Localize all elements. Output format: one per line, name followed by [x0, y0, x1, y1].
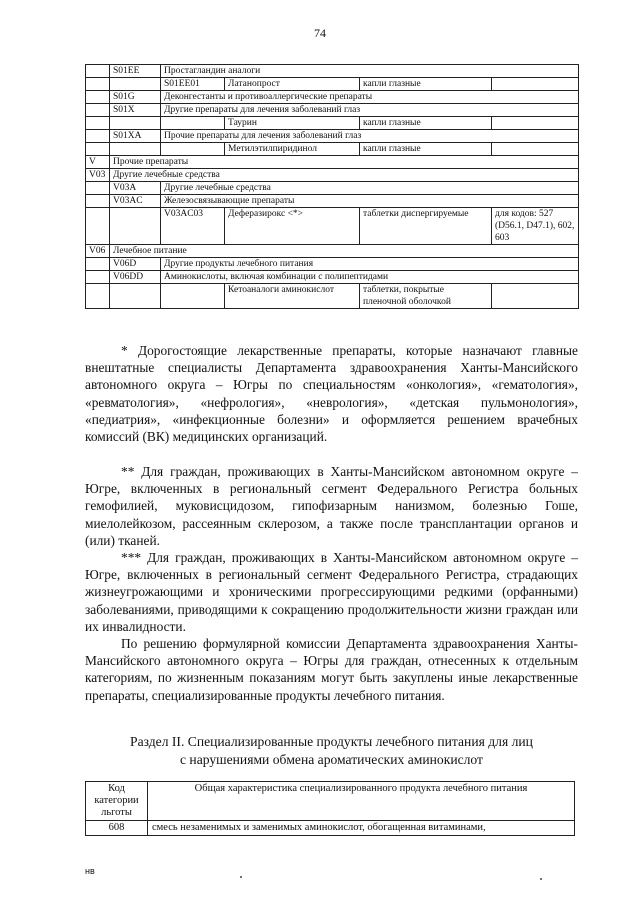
- table-cell: [86, 91, 110, 104]
- table-cell: [110, 143, 161, 156]
- table-cell: S01G: [110, 91, 161, 104]
- table-cell: Другие лечебные средства: [110, 169, 579, 182]
- table-cell: [86, 117, 110, 130]
- product-table-row: [86, 821, 575, 836]
- section-title-line2: с нарушениями обмена ароматических аминокислот: [180, 752, 483, 767]
- table-cell: Аминокислоты, включая комбинации с полипептидами: [161, 271, 579, 284]
- table-row: [86, 65, 579, 78]
- table-row: [86, 208, 579, 245]
- table-row: [86, 78, 579, 91]
- table-cell: V03AC: [110, 195, 161, 208]
- table-cell: [492, 117, 579, 130]
- table-cell: V03: [86, 169, 110, 182]
- table-cell: Простагландин аналоги: [161, 65, 579, 78]
- table-cell: капли глазные: [360, 117, 492, 130]
- table-row: [86, 169, 579, 182]
- header-benefit-code: Код категории льготы: [86, 782, 148, 821]
- paragraph-expensive-drugs: * Дорогостоящие лекарственные препараты, которые назначают главные внештатные специалисты Департамента здравоохранения Ханты-Мансийского автономного округа – Югры по специальностям «онкология», «гематология», «ревматология», «нефрология», «неврология», «детская пульмонология», «педиатрия», «инфекционные болезни» и оформляется решением врачебных комиссий (ВК) медицинских организаций.: [85, 343, 578, 445]
- table-cell: [86, 104, 110, 117]
- table-cell: Другие лечебные средства: [161, 182, 579, 195]
- table-cell: [86, 65, 110, 78]
- table-cell: S01EE01: [161, 78, 225, 91]
- table-cell: Другие продукты лечебного питания: [161, 258, 579, 271]
- table-row: [86, 156, 579, 169]
- scan-dot: [240, 876, 242, 878]
- table-cell: S01X: [110, 104, 161, 117]
- table-cell: [110, 208, 161, 245]
- table-cell: [492, 143, 579, 156]
- table-cell: капли глазные: [360, 143, 492, 156]
- paragraph-orphan-diseases: *** Для граждан, проживающих в Ханты-Мансийском автономном округе – Югре, включенных в региональный сегмент Федерального Регистра, страдающих жизнеугрожающими и хроническими прогрессирующими редкими (орфанными) заболеваниями, приводящими к сокращению продолжительности жизни граждан или их инвалидности.: [85, 550, 578, 634]
- table-cell: Лечебное питание: [110, 245, 579, 258]
- table-cell: Деконгестанты и противоаллергические препараты: [161, 91, 579, 104]
- table-cell: [86, 195, 110, 208]
- table-cell: Таурин: [225, 117, 360, 130]
- table-row: [86, 258, 579, 271]
- table-cell: [86, 143, 110, 156]
- drug-table-wrapper: [85, 64, 578, 309]
- table-cell: для кодов: 527 (D56.1, D47.1), 602, 603: [492, 208, 579, 245]
- paragraph-federal-register: ** Для граждан, проживающих в Ханты-Мансийском автономном округе – Югре, включенных в региональный сегмент Федерального Регистра больных гемофилией, муковисцидозом, гипофизарным нанизмом, болезнью Гоше, миелолейкозом, рассеянным склерозом, а также после трансплантации органов и (или) тканей.: [85, 464, 578, 548]
- drug-classification-table: [85, 64, 579, 309]
- table-cell: V06D: [110, 258, 161, 271]
- product-table-header: [86, 782, 575, 821]
- table-row: [86, 143, 579, 156]
- product-table: [85, 781, 575, 836]
- table-cell: V: [86, 156, 110, 169]
- table-row: [86, 91, 579, 104]
- row-product-description: смесь незаменимых и заменимых аминокислот, обогащенная витаминами,: [148, 821, 575, 836]
- table-cell: Другие препараты для лечения заболеваний глаз: [161, 104, 579, 117]
- table-cell: [161, 117, 225, 130]
- table-cell: [110, 284, 161, 309]
- table-row: [86, 130, 579, 143]
- table-cell: S01XA: [110, 130, 161, 143]
- table-cell: таблетки диспергируемые: [360, 208, 492, 245]
- table-cell: капли глазные: [360, 78, 492, 91]
- table-cell: [86, 130, 110, 143]
- table-cell: Метилэтилпиридинол: [225, 143, 360, 156]
- table-row: [86, 195, 579, 208]
- table-cell: таблетки, покрытые пленочной оболочкой: [360, 284, 492, 309]
- table-cell: [86, 208, 110, 245]
- table-cell: [110, 117, 161, 130]
- table-cell: Прочие препараты для лечения заболеваний глаз: [161, 130, 579, 143]
- table-row: [86, 284, 579, 309]
- table-cell: [86, 78, 110, 91]
- table-cell: [86, 258, 110, 271]
- section-title-line1: Раздел II. Специализированные продукты лечебного питания для лиц: [130, 734, 533, 749]
- table-cell: Железосвязывающие препараты: [161, 195, 579, 208]
- table-cell: [86, 182, 110, 195]
- table-cell: V03A: [110, 182, 161, 195]
- scan-dot: [540, 878, 542, 880]
- table-cell: V03AC03: [161, 208, 225, 245]
- table-cell: [161, 284, 225, 309]
- table-row: [86, 182, 579, 195]
- table-cell: Прочие препараты: [110, 156, 579, 169]
- table-cell: Кетоаналоги аминокислот: [225, 284, 360, 309]
- table-cell: [86, 271, 110, 284]
- row-benefit-code: 608: [86, 821, 148, 836]
- table-cell: [110, 78, 161, 91]
- table-cell: S01EE: [110, 65, 161, 78]
- table-cell: Деферазирокс <*>: [225, 208, 360, 245]
- table-row: [86, 271, 579, 284]
- table-cell: [161, 143, 225, 156]
- page-footnote: нв: [85, 866, 95, 876]
- table-cell: [86, 284, 110, 309]
- table-row: [86, 104, 579, 117]
- table-row: [86, 117, 579, 130]
- page-number: 74: [314, 26, 326, 40]
- table-cell: [492, 78, 579, 91]
- table-cell: V06DD: [110, 271, 161, 284]
- table-cell: V06: [86, 245, 110, 258]
- table-cell: Латанопрост: [225, 78, 360, 91]
- paragraph-formulary-commission: По решению формулярной комиссии Департамента здравоохранения Ханты-Мансийского автономного округа – Югры для граждан, отнесенных к отдельным категориям, по жизненным показаниям могут быть закуплены иные лекарственные препараты, специализированные продукты лечебного питания.: [85, 636, 578, 703]
- table-row: [86, 245, 579, 258]
- table-cell: [492, 284, 579, 309]
- section-title: [85, 733, 578, 769]
- header-product-description: Общая характеристика специализированного продукта лечебного питания: [148, 782, 575, 821]
